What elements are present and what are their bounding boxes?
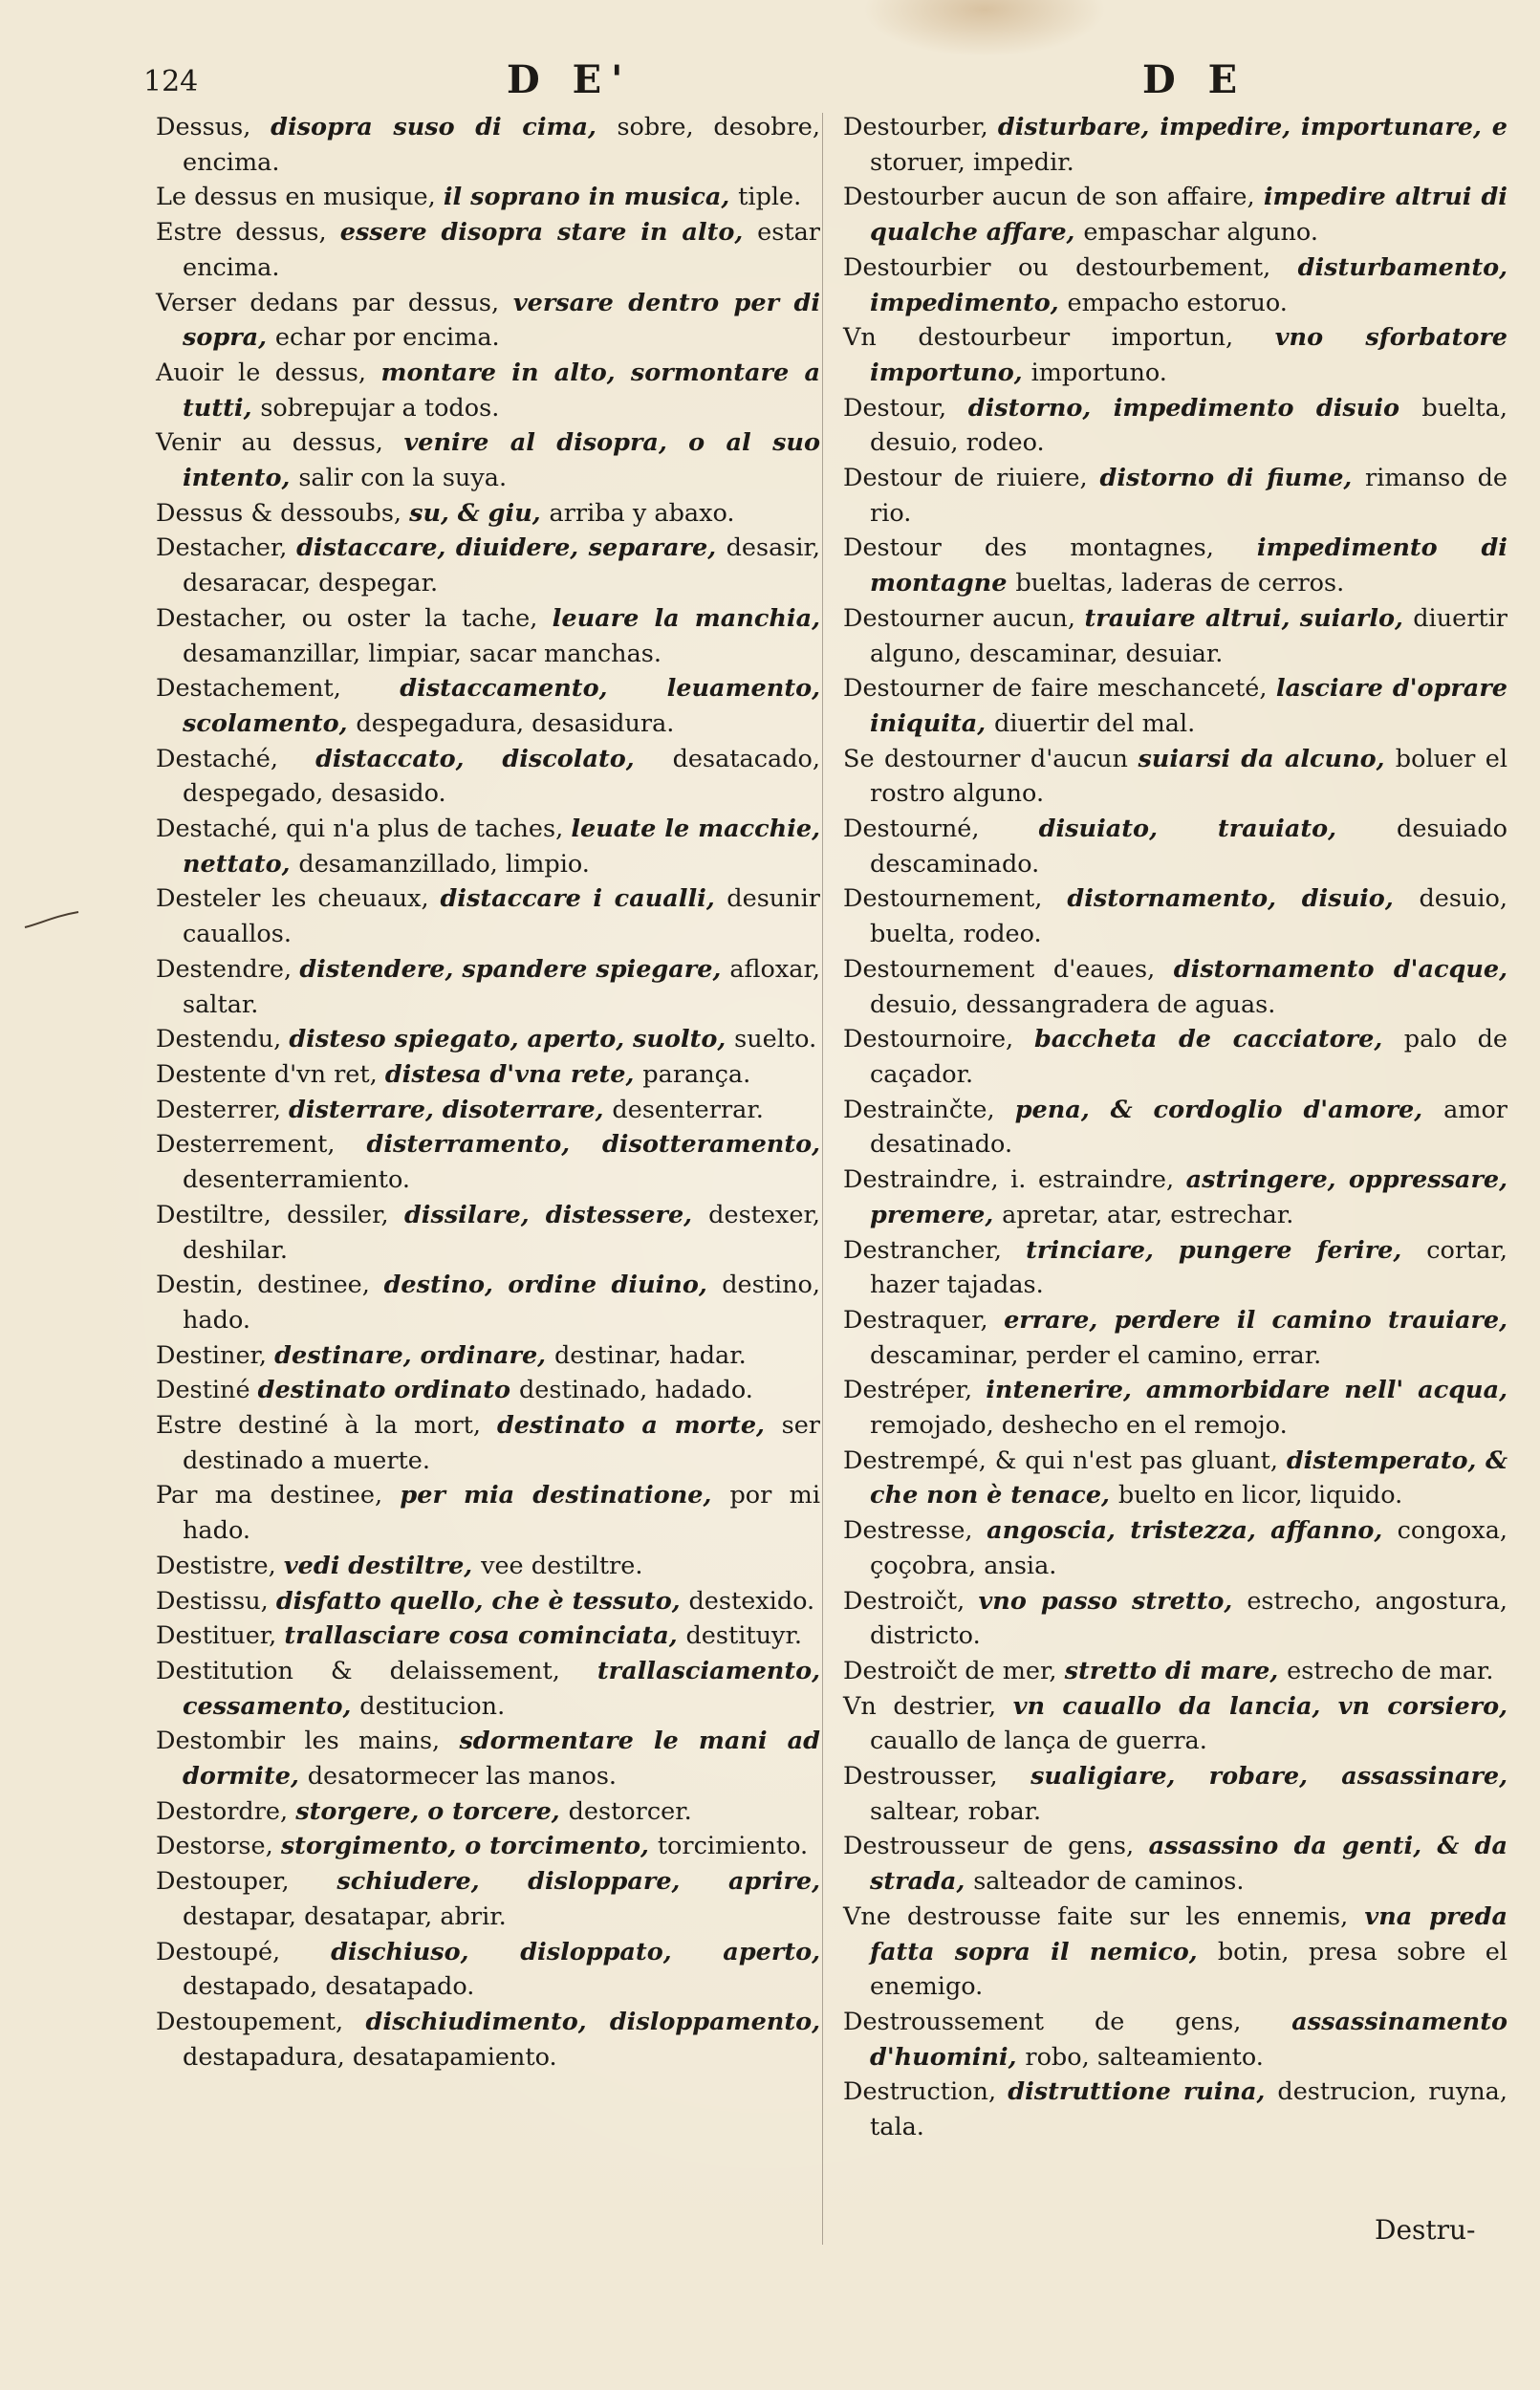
entry-spanish: diuertir del mal. bbox=[994, 708, 1196, 738]
running-head-right: D E bbox=[1142, 57, 1247, 102]
entry-french: Destrousser, bbox=[843, 1762, 1031, 1792]
entry-french: Destraquer, bbox=[843, 1305, 1005, 1335]
entry-french: Destourner de faire meschanceté, bbox=[843, 674, 1276, 704]
dictionary-entry bbox=[156, 1864, 820, 1934]
entry-french: Destachement, bbox=[156, 674, 401, 704]
entry-italian: distornamento d'acque, bbox=[1173, 954, 1507, 984]
entry-italian: distaccato, discolato, bbox=[315, 744, 673, 773]
entry-italian: trallasciare cosa cominciata, bbox=[284, 1621, 686, 1651]
entry-italian: impedimento di montagne bbox=[870, 533, 1507, 598]
entry-italian: disfatto quello, che è tessuto, bbox=[275, 1586, 689, 1616]
entry-spanish: destorcer. bbox=[568, 1796, 692, 1826]
dictionary-entry bbox=[156, 1022, 820, 1057]
entry-italian: destino, ordine diuino, bbox=[383, 1271, 723, 1300]
entry-spanish: desenterramiento. bbox=[183, 1165, 411, 1195]
entry-spanish: vee destiltre. bbox=[481, 1551, 643, 1580]
entry-french: Destourner aucun, bbox=[843, 603, 1085, 633]
entry-french: Destendu, bbox=[156, 1025, 290, 1054]
entry-spanish: desuio, dessangradera de aguas. bbox=[870, 989, 1276, 1019]
column-divider bbox=[822, 113, 823, 2245]
entry-french: Estre destiné à la mort, bbox=[156, 1411, 497, 1441]
entry-french: Destournoire, bbox=[843, 1025, 1034, 1054]
entry-french: Estre dessus, bbox=[156, 218, 340, 248]
entry-italian: trauiare altrui, suiarlo, bbox=[1084, 603, 1414, 633]
dictionary-entry bbox=[843, 2075, 1507, 2144]
entry-spanish: robo, salteamiento. bbox=[1025, 2042, 1264, 2072]
dictionary-entry bbox=[156, 1654, 820, 1724]
entry-italian: vn cauallo da lancia, vn corsiero, bbox=[1012, 1691, 1507, 1721]
entry-spanish: destexer, deshilar. bbox=[183, 1200, 820, 1265]
dictionary-entry bbox=[156, 1373, 820, 1408]
entry-french: Vn destourbeur importun, bbox=[843, 323, 1275, 353]
dictionary-entry bbox=[843, 812, 1507, 881]
entry-french: Destitution & delaissement, bbox=[156, 1656, 597, 1685]
entry-italian: leuate le macchie, nettato, bbox=[183, 815, 820, 879]
entry-italian: vno sforbatore importuno, bbox=[870, 323, 1508, 387]
dictionary-entry bbox=[156, 1198, 820, 1268]
entry-spanish: descaminar, perder el camino, errar. bbox=[870, 1340, 1322, 1370]
dictionary-entry bbox=[156, 1584, 820, 1619]
entry-italian: dischiuso, disloppato, aperto, bbox=[331, 1937, 820, 1966]
entry-italian: distornamento, disuio, bbox=[1067, 884, 1420, 914]
dictionary-entry bbox=[156, 1935, 820, 2005]
entry-french: Destorse, bbox=[156, 1832, 281, 1861]
entry-french: Destrancher, bbox=[843, 1235, 1027, 1265]
dictionary-entry bbox=[156, 1408, 820, 1478]
entry-french: Destrempé, & qui n'est pas gluant, bbox=[843, 1445, 1287, 1475]
entry-italian: disuiato, trauiato, bbox=[1038, 815, 1398, 844]
entry-italian: su, & giu, bbox=[409, 498, 550, 528]
dictionary-entry bbox=[843, 110, 1507, 180]
entry-french: Destoupement, bbox=[156, 2007, 366, 2036]
dictionary-entry bbox=[843, 1303, 1507, 1373]
entry-spanish: importuno. bbox=[1030, 358, 1167, 387]
entry-italian: disterrare, disoterrare, bbox=[289, 1095, 613, 1124]
entry-french: Desterrement, bbox=[156, 1130, 367, 1160]
entry-french: Se destourner d'aucun bbox=[843, 744, 1139, 773]
dictionary-entry bbox=[843, 1654, 1507, 1689]
entry-spanish: cauallo de lança de guerra. bbox=[870, 1727, 1207, 1756]
entry-spanish: empacho estoruo. bbox=[1067, 288, 1288, 317]
entry-italian: errare, perdere il camino trauiare, bbox=[1004, 1305, 1508, 1335]
entry-italian: storgere, o torcere, bbox=[295, 1796, 569, 1826]
entry-spanish: boluer el rostro alguno. bbox=[870, 744, 1508, 809]
entry-french: Destacher, bbox=[156, 533, 297, 563]
entry-italian: venire al disopra, o al suo intento, bbox=[183, 428, 820, 493]
entry-spanish: congoxa, çoçobra, ansia. bbox=[870, 1516, 1508, 1580]
entry-spanish: desenterrar. bbox=[612, 1095, 764, 1124]
dictionary-entry bbox=[156, 2005, 820, 2075]
dictionary-entry bbox=[843, 1444, 1507, 1513]
dictionary-entry bbox=[156, 1057, 820, 1093]
right-column bbox=[843, 110, 1507, 2145]
entry-spanish: suelto. bbox=[734, 1025, 817, 1054]
dictionary-entry bbox=[843, 320, 1507, 390]
dictionary-entry bbox=[843, 391, 1507, 461]
dictionary-entry bbox=[156, 356, 820, 425]
entry-french: Dessus & dessoubs, bbox=[156, 498, 410, 528]
entry-italian: intenerire, ammorbidare nell' acqua, bbox=[986, 1376, 1507, 1405]
entry-french: Destissu, bbox=[156, 1586, 276, 1616]
dictionary-entry bbox=[156, 1829, 820, 1864]
entry-french: Destroičt de mer, bbox=[843, 1656, 1065, 1685]
entry-spanish: saltear, robar. bbox=[870, 1796, 1042, 1826]
entry-french: Vn destrier, bbox=[843, 1691, 1013, 1721]
dictionary-entry bbox=[843, 952, 1507, 1022]
entry-spanish: botin, presa sobre el enemigo. bbox=[870, 1937, 1507, 2002]
entry-italian: impedire altrui di qualche affare, bbox=[870, 183, 1507, 248]
dictionary-entry bbox=[843, 742, 1507, 812]
entry-french: Destombir les mains, bbox=[156, 1727, 460, 1756]
dictionary-entry bbox=[156, 671, 820, 741]
catchword: Destru- bbox=[1375, 2214, 1476, 2246]
entry-italian: disturbare, impedire, importunare, e bbox=[997, 113, 1507, 141]
entry-italian: destinato a morte, bbox=[496, 1411, 782, 1441]
entry-italian: montare in alto, sormontare a tutti, bbox=[183, 358, 820, 423]
entry-italian: destinato ordinato bbox=[257, 1376, 519, 1405]
entry-italian: pena, & cordoglio d'amore, bbox=[1014, 1095, 1444, 1124]
entry-spanish: bueltas, laderas de cerros. bbox=[1015, 569, 1345, 598]
dictionary-entry bbox=[156, 601, 820, 671]
entry-french: Verser dedans par dessus, bbox=[156, 288, 513, 317]
running-head-left: D E' bbox=[507, 57, 633, 102]
entry-spanish: amor desatinado. bbox=[870, 1095, 1507, 1160]
dictionary-entry bbox=[843, 1584, 1507, 1654]
entry-french: Destiltre, dessiler, bbox=[156, 1200, 404, 1229]
entry-french: Destaché, bbox=[156, 744, 316, 773]
dictionary-entry bbox=[156, 812, 820, 881]
dictionary-entry bbox=[843, 601, 1507, 671]
dictionary-entry bbox=[156, 1268, 820, 1337]
dictionary-entry bbox=[843, 881, 1507, 951]
entry-french: Destourné, bbox=[843, 815, 1039, 844]
entry-spanish: estar encima. bbox=[183, 218, 820, 282]
entry-spanish: desuio, buelta, rodeo. bbox=[870, 884, 1507, 949]
page-header bbox=[143, 57, 1501, 107]
dictionary-entry bbox=[156, 425, 820, 495]
entry-spanish: desamanzillar, limpiar, sacar manchas. bbox=[183, 639, 662, 668]
entry-italian: assassinamento d'huomini, bbox=[870, 2007, 1507, 2072]
dictionary-entry bbox=[843, 1900, 1507, 2005]
dictionary-entry bbox=[156, 1549, 820, 1584]
entry-french: Destacher, ou oster la tache, bbox=[156, 603, 553, 633]
dictionary-entry bbox=[156, 496, 820, 532]
entry-spanish: diuertir alguno, descaminar, desuiar. bbox=[870, 603, 1507, 668]
entry-italian: suiarsi da alcuno, bbox=[1138, 744, 1396, 773]
entry-italian: distorno di fiume, bbox=[1099, 464, 1366, 493]
entry-spanish: despegadura, desasidura. bbox=[356, 708, 675, 738]
entry-italian: lasciare d'oprare iniquita, bbox=[870, 674, 1507, 738]
entry-french: Auoir le dessus, bbox=[156, 358, 381, 387]
entry-italian: distaccare, diuidere, separare, bbox=[296, 533, 727, 563]
entry-spanish: desunir cauallos. bbox=[183, 884, 820, 949]
entry-spanish: desasir, desaracar, despegar. bbox=[183, 533, 821, 598]
dictionary-entry bbox=[156, 952, 820, 1022]
entry-italian: per mia destinatione, bbox=[400, 1481, 730, 1510]
entry-italian: destinare, ordinare, bbox=[274, 1340, 554, 1370]
entry-italian: disterramento, disotteramento, bbox=[366, 1130, 820, 1160]
entry-italian: astringere, oppressare, premere, bbox=[870, 1165, 1507, 1229]
dictionary-entry bbox=[156, 742, 820, 812]
entry-french: Destaché, qui n'a plus de taches, bbox=[156, 815, 572, 844]
entry-french: Desterrer, bbox=[156, 1095, 290, 1124]
entry-italian: disopra suso di cima, bbox=[271, 113, 618, 141]
dictionary-entry bbox=[156, 286, 820, 356]
entry-italian: vno passo stretto, bbox=[978, 1586, 1247, 1616]
margin-mark-icon bbox=[23, 908, 80, 931]
entry-french: Destordre, bbox=[156, 1796, 296, 1826]
entry-spanish: estrecho, angostura, districto. bbox=[870, 1586, 1508, 1651]
entry-french: Par ma destinee, bbox=[156, 1481, 401, 1510]
entry-italian: storgimento, o torcimento, bbox=[280, 1832, 658, 1861]
entry-french: Destournement, bbox=[843, 884, 1068, 914]
dictionary-entry bbox=[843, 1233, 1507, 1303]
entry-french: Destrousseur de gens, bbox=[843, 1832, 1149, 1861]
entry-spanish: destapado, desatapado. bbox=[183, 1972, 475, 2002]
entry-french: Destour, bbox=[843, 393, 968, 423]
dictionary-entry bbox=[843, 1513, 1507, 1583]
entry-spanish: salir con la suya. bbox=[298, 464, 508, 493]
dictionary-entry bbox=[843, 1022, 1507, 1092]
dictionary-entry bbox=[156, 1619, 820, 1654]
entry-french: Desteler les cheuaux, bbox=[156, 884, 441, 914]
entry-spanish: storuer, impedir. bbox=[870, 147, 1074, 177]
entry-french: Destour de riuiere, bbox=[843, 464, 1100, 493]
entry-french: Destituer, bbox=[156, 1621, 285, 1651]
dictionary-entry bbox=[843, 671, 1507, 741]
entry-spanish: destapadura, desatapamiento. bbox=[183, 2042, 557, 2072]
entry-spanish: sobre, desobre, encima. bbox=[183, 113, 820, 177]
entry-spanish: destitucion. bbox=[359, 1691, 506, 1721]
dictionary-entry bbox=[156, 1794, 820, 1830]
dictionary-entry bbox=[156, 1724, 820, 1793]
entry-spanish: torcimiento. bbox=[657, 1832, 809, 1861]
entry-italian: dischiudimento, disloppamento, bbox=[365, 2007, 821, 2036]
dictionary-entry bbox=[156, 531, 820, 600]
dictionary-entry bbox=[843, 2005, 1507, 2075]
entry-spanish: estrecho de mar. bbox=[1287, 1656, 1494, 1685]
entry-french: Destourber, bbox=[843, 113, 998, 141]
entry-italian: sdormentare le mani ad dormite, bbox=[183, 1727, 820, 1792]
dictionary-entry bbox=[843, 250, 1507, 320]
entry-french: Venir au dessus, bbox=[156, 428, 404, 458]
entry-italian: assassino da genti, & da strada, bbox=[870, 1832, 1507, 1897]
entry-spanish: echar por encima. bbox=[274, 323, 500, 353]
entry-italian: distendere, spandere spiegare, bbox=[299, 954, 730, 984]
entry-spanish: destino, hado. bbox=[183, 1271, 820, 1335]
entry-italian: versare dentro per di sopra, bbox=[183, 288, 821, 353]
entry-spanish: empaschar alguno. bbox=[1083, 218, 1318, 248]
entry-french: Destiné bbox=[156, 1376, 258, 1405]
entry-spanish: apretar, atar, estrechar. bbox=[1002, 1200, 1294, 1229]
dictionary-entry bbox=[156, 881, 820, 951]
dictionary-entry bbox=[156, 215, 820, 285]
entry-spanish: salteador de caminos. bbox=[973, 1867, 1245, 1897]
entry-italian: distesa d'vna rete, bbox=[384, 1059, 643, 1089]
entry-spanish: desamanzillado, limpio. bbox=[298, 849, 590, 879]
entry-spanish: destexido. bbox=[688, 1586, 815, 1616]
entry-french: Dessus, bbox=[156, 113, 271, 141]
entry-spanish: buelto en licor, liquido. bbox=[1117, 1481, 1403, 1510]
dictionary-entry bbox=[156, 180, 820, 215]
entry-spanish: palo de caçador. bbox=[870, 1025, 1507, 1089]
entry-spanish: destinar, hadar. bbox=[553, 1340, 747, 1370]
entry-italian: distorno, impedimento disuio bbox=[967, 393, 1422, 423]
entry-spanish: destituyr. bbox=[685, 1621, 802, 1651]
entry-spanish: arriba y abaxo. bbox=[549, 498, 735, 528]
entry-italian: disturbamento, impedimento, bbox=[870, 252, 1507, 317]
entry-spanish: remojado, deshecho en el remojo. bbox=[870, 1411, 1288, 1441]
entry-french: Destourber aucun de son affaire, bbox=[843, 183, 1264, 212]
entry-french: Destruction, bbox=[843, 2077, 1009, 2107]
dictionary-entry bbox=[156, 1478, 820, 1548]
entry-french: Destraindre, i. estraindre, bbox=[843, 1165, 1186, 1195]
entry-french: Destente d'vn ret, bbox=[156, 1059, 385, 1089]
dictionary-entry bbox=[156, 1127, 820, 1197]
entry-italian: essere disopra stare in alto, bbox=[339, 218, 758, 248]
entry-french: Destour des montagnes, bbox=[843, 533, 1257, 563]
entry-spanish: por mi hado. bbox=[183, 1481, 821, 1546]
entry-italian: il soprano in musica, bbox=[443, 183, 739, 212]
entry-french: Le dessus en musique, bbox=[156, 183, 444, 212]
entry-italian: distaccare i caualli, bbox=[440, 884, 727, 914]
dictionary-entry bbox=[843, 1093, 1507, 1162]
entry-spanish: destapar, desatapar, abrir. bbox=[183, 1901, 507, 1931]
entry-italian: trallasciamento, cessamento, bbox=[183, 1656, 820, 1721]
dictionary-entry bbox=[843, 1829, 1507, 1899]
entry-italian: sualigiare, robare, assassinare, bbox=[1030, 1762, 1507, 1792]
dictionary-entry bbox=[843, 1162, 1507, 1232]
entry-french: Destroussement de gens, bbox=[843, 2007, 1292, 2036]
entry-italian: leuare la manchia, bbox=[552, 603, 820, 633]
entry-french: Destréper, bbox=[843, 1376, 987, 1405]
entry-french: Destendre, bbox=[156, 954, 300, 984]
dictionary-entry bbox=[156, 1093, 820, 1128]
entry-spanish: buelta, desuio, rodeo. bbox=[870, 393, 1507, 458]
dictionary-entry bbox=[156, 1338, 820, 1374]
dictionary-entry bbox=[843, 1689, 1507, 1759]
entry-french: Destroičt, bbox=[843, 1586, 979, 1616]
entry-french: Destrainčte, bbox=[843, 1095, 1015, 1124]
entry-spanish: sobrepujar a todos. bbox=[260, 393, 500, 423]
left-column bbox=[156, 110, 820, 2075]
entry-spanish: ser destinado a muerte. bbox=[183, 1411, 820, 1475]
entry-italian: distesо spiegato, aperto, suolto, bbox=[289, 1025, 735, 1054]
entry-italian: angoscia, tristezza, affanno, bbox=[987, 1516, 1398, 1546]
entry-french: Destiner, bbox=[156, 1340, 275, 1370]
entry-french: Destournement d'eaues, bbox=[843, 954, 1174, 984]
entry-italian: distaccamento, leuamento, scolamento, bbox=[183, 674, 820, 738]
entry-spanish: desatacado, despegado, desasido. bbox=[183, 744, 820, 809]
entry-spanish: parança. bbox=[642, 1059, 751, 1089]
entry-spanish: cortar, hazer tajadas. bbox=[870, 1235, 1507, 1300]
entry-spanish: tiple. bbox=[738, 183, 802, 212]
dictionary-entry bbox=[843, 180, 1507, 250]
entry-spanish: destrucion, ruyna, tala. bbox=[870, 2077, 1507, 2142]
dictionary-entry bbox=[843, 1759, 1507, 1829]
entry-italian: schiudere, disloppare, aprire, bbox=[336, 1867, 820, 1897]
dictionary-entry bbox=[156, 110, 820, 180]
entry-french: Destistre, bbox=[156, 1551, 284, 1580]
entry-spanish: destinado, hadado. bbox=[518, 1376, 753, 1405]
entry-spanish: desatormecer las manos. bbox=[307, 1762, 618, 1792]
entry-italian: distemperato, & che non è tenace, bbox=[870, 1445, 1508, 1510]
entry-french: Destresse, bbox=[843, 1516, 987, 1546]
entry-italian: baccheta de cacciatore, bbox=[1033, 1025, 1404, 1054]
entry-spanish: afloxar, saltar. bbox=[183, 954, 820, 1019]
entry-spanish: rimanso de rio. bbox=[870, 464, 1507, 528]
page-number: 124 bbox=[143, 65, 199, 98]
entry-italian: vna preda fatta sopra il nemico, bbox=[870, 1901, 1507, 1966]
entry-italian: distruttione ruina, bbox=[1008, 2077, 1278, 2107]
entry-french: Destin, destinee, bbox=[156, 1271, 384, 1300]
entry-french: Vne destrousse faite sur les ennemis, bbox=[843, 1901, 1365, 1931]
dictionary-entry bbox=[843, 1373, 1507, 1443]
entry-italian: dissilare, distessere, bbox=[403, 1200, 709, 1229]
dictionary-entry bbox=[843, 531, 1507, 600]
entry-french: Destouper, bbox=[156, 1867, 337, 1897]
entry-italian: vedi destiltre, bbox=[283, 1551, 482, 1580]
dictionary-entry bbox=[843, 461, 1507, 531]
entry-italian: trinciare, pungere ferire, bbox=[1026, 1235, 1427, 1265]
entry-italian: stretto di mare, bbox=[1064, 1656, 1288, 1685]
entry-french: Destoupé, bbox=[156, 1937, 332, 1966]
entry-spanish: desuiado descaminado. bbox=[870, 815, 1507, 879]
entry-french: Destourbier ou destourbement, bbox=[843, 252, 1298, 282]
